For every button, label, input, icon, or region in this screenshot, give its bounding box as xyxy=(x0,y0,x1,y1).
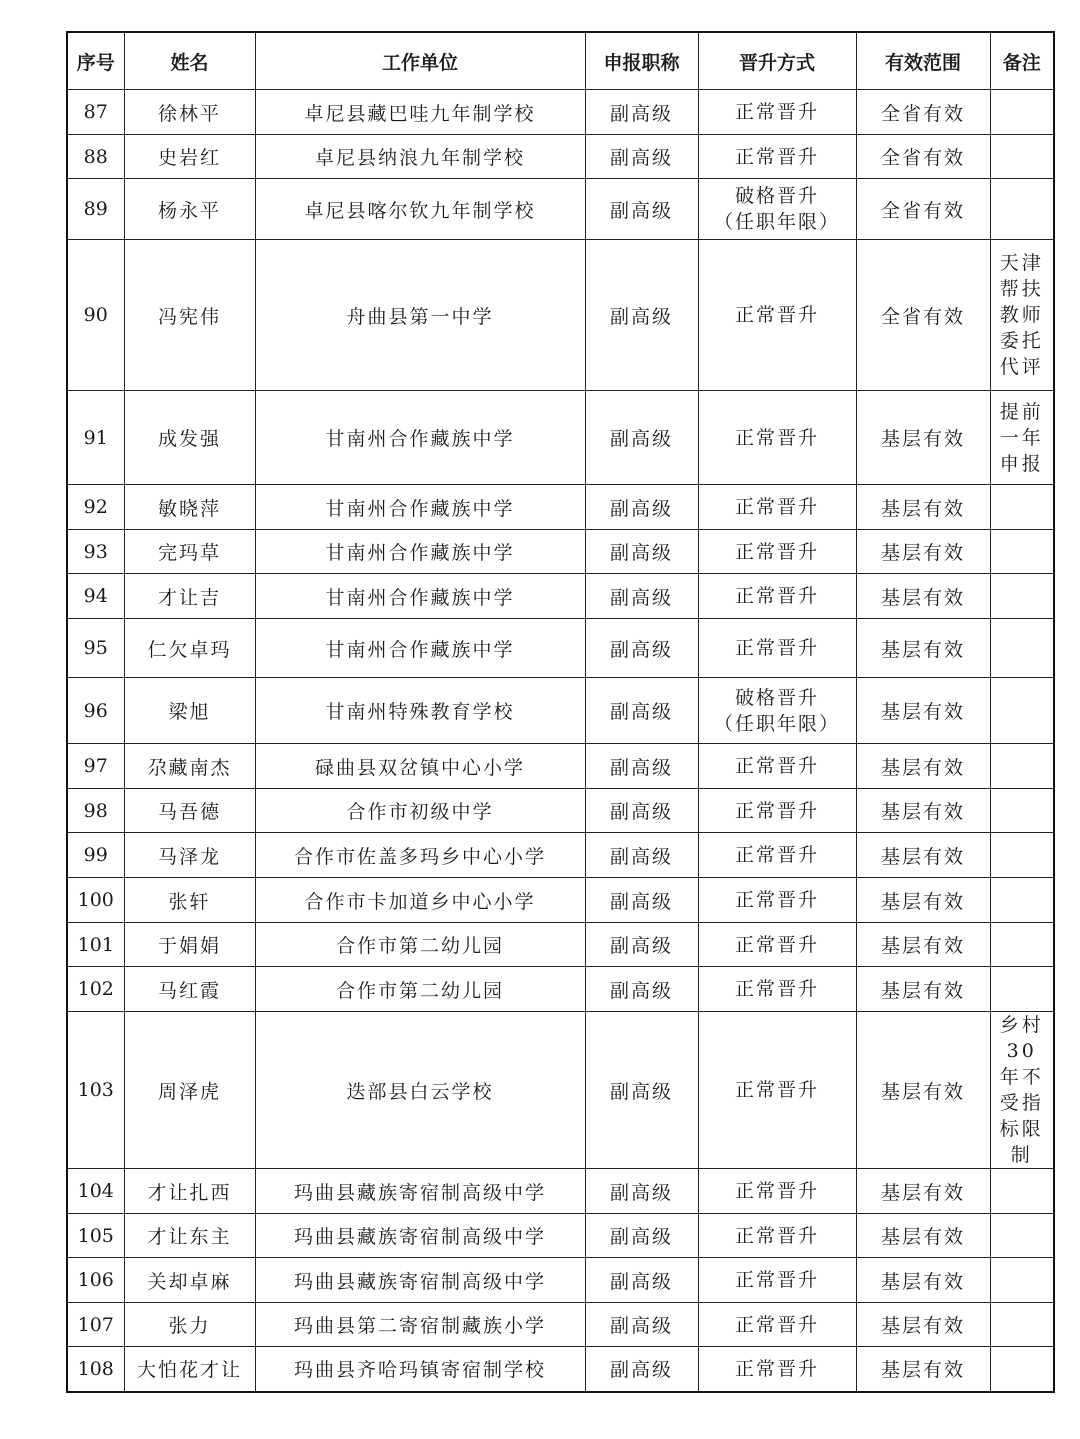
cell-name: 才让扎西 xyxy=(124,1169,255,1214)
cell-title: 副高级 xyxy=(585,789,698,833)
cell-mode xyxy=(698,574,856,619)
cell-note xyxy=(990,619,1054,678)
cell-note xyxy=(990,789,1054,833)
header-name: 姓名 xyxy=(124,32,255,90)
cell-seq: 103 xyxy=(67,1012,124,1169)
cell-mode xyxy=(698,1347,856,1392)
cell-mode xyxy=(698,240,856,391)
promotion-mode-line: 正常晋升 xyxy=(734,844,819,866)
promotion-mode-line: 正常晋升 xyxy=(734,637,819,659)
cell-scope: 全省有效 xyxy=(856,240,990,391)
cell-unit: 甘南州合作藏族中学 xyxy=(255,530,585,574)
cell-scope: 基层有效 xyxy=(856,574,990,619)
cell-name: 关却卓麻 xyxy=(124,1258,255,1303)
note-text: 提前一年申报 xyxy=(999,400,1044,475)
cell-name: 张轩 xyxy=(124,878,255,923)
promotion-mode-line: （任职年限） xyxy=(713,712,840,735)
cell-name: 才让吉 xyxy=(124,574,255,619)
cell-mode xyxy=(698,391,856,485)
cell-scope: 基层有效 xyxy=(856,678,990,744)
promotion-mode-line: （任职年限） xyxy=(713,211,840,233)
cell-unit: 碌曲县双岔镇中心小学 xyxy=(255,744,585,789)
cell-mode xyxy=(698,789,856,833)
cell-scope: 基层有效 xyxy=(856,967,990,1012)
cell-unit: 玛曲县齐哈玛镇寄宿制学校 xyxy=(255,1347,585,1392)
table-body xyxy=(67,90,1054,1392)
cell-unit: 甘南州合作藏族中学 xyxy=(255,391,585,485)
cell-seq: 91 xyxy=(67,391,124,485)
promotion-mode-line: 正常晋升 xyxy=(734,1224,819,1247)
cell-unit: 迭部县白云学校 xyxy=(255,1012,585,1169)
cell-unit: 合作市第二幼儿园 xyxy=(255,967,585,1012)
cell-mode xyxy=(698,530,856,574)
cell-name: 徐林平 xyxy=(124,90,255,135)
cell-note xyxy=(990,833,1054,878)
cell-title: 副高级 xyxy=(585,1169,698,1214)
cell-scope: 全省有效 xyxy=(856,90,990,135)
cell-title: 副高级 xyxy=(585,744,698,789)
header-title: 申报职称 xyxy=(585,32,698,90)
cell-mode xyxy=(698,619,856,678)
promotion-mode-line: 正常晋升 xyxy=(734,799,819,822)
promotion-mode-line: 正常晋升 xyxy=(734,1079,819,1101)
promotion-mode-line: 正常晋升 xyxy=(734,304,819,326)
promotion-mode-line: 正常晋升 xyxy=(734,1313,819,1336)
cell-seq: 108 xyxy=(67,1347,124,1392)
promotion-mode-line: 正常晋升 xyxy=(734,101,819,123)
cell-seq: 92 xyxy=(67,485,124,530)
cell-seq: 97 xyxy=(67,744,124,789)
promotion-mode-line: 正常晋升 xyxy=(734,1357,819,1380)
cell-scope: 基层有效 xyxy=(856,1303,990,1347)
header-mode: 晋升方式 xyxy=(698,32,856,90)
table-row xyxy=(67,619,1054,678)
table-row xyxy=(67,135,1054,179)
promotion-mode-line: 正常晋升 xyxy=(734,755,819,777)
table-row xyxy=(67,923,1054,967)
cell-seq: 106 xyxy=(67,1258,124,1303)
cell-seq: 102 xyxy=(67,967,124,1012)
promotion-mode-line: 正常晋升 xyxy=(734,889,819,911)
cell-mode xyxy=(698,135,856,179)
cell-unit: 卓尼县纳浪九年制学校 xyxy=(255,135,585,179)
cell-title: 副高级 xyxy=(585,135,698,179)
table-row xyxy=(67,179,1054,240)
cell-unit: 甘南州特殊教育学校 xyxy=(255,678,585,744)
cell-unit: 卓尼县喀尔钦九年制学校 xyxy=(255,179,585,240)
cell-note xyxy=(990,485,1054,530)
table-row xyxy=(67,789,1054,833)
cell-unit: 舟曲县第一中学 xyxy=(255,240,585,391)
cell-title: 副高级 xyxy=(585,1258,698,1303)
table-row xyxy=(67,485,1054,530)
cell-name: 完玛草 xyxy=(124,530,255,574)
cell-note xyxy=(990,90,1054,135)
header-scope: 有效范围 xyxy=(856,32,990,90)
table-row xyxy=(67,530,1054,574)
cell-name: 才让东主 xyxy=(124,1214,255,1258)
cell-mode xyxy=(698,179,856,240)
promotion-mode-line: 正常晋升 xyxy=(734,1180,819,1202)
cell-mode xyxy=(698,967,856,1012)
cell-name: 于娟娟 xyxy=(124,923,255,967)
cell-title: 副高级 xyxy=(585,1303,698,1347)
cell-name: 马泽龙 xyxy=(124,833,255,878)
cell-mode xyxy=(698,90,856,135)
cell-mode xyxy=(698,744,856,789)
cell-unit: 玛曲县第二寄宿制藏族小学 xyxy=(255,1303,585,1347)
cell-mode xyxy=(698,878,856,923)
cell-note xyxy=(990,1169,1054,1214)
cell-mode xyxy=(698,923,856,967)
cell-mode xyxy=(698,1169,856,1214)
cell-scope: 基层有效 xyxy=(856,1347,990,1392)
table-row xyxy=(67,574,1054,619)
cell-seq: 100 xyxy=(67,878,124,923)
cell-seq: 90 xyxy=(67,240,124,391)
cell-title: 副高级 xyxy=(585,1347,698,1392)
cell-name: 周泽虎 xyxy=(124,1012,255,1169)
table-row xyxy=(67,1347,1054,1392)
promotion-mode-line: 破格晋升 xyxy=(734,686,819,709)
cell-unit: 玛曲县藏族寄宿制高级中学 xyxy=(255,1214,585,1258)
cell-note xyxy=(990,744,1054,789)
cell-name: 史岩红 xyxy=(124,135,255,179)
cell-note xyxy=(990,530,1054,574)
table-row xyxy=(67,1214,1054,1258)
cell-unit: 卓尼县藏巴哇九年制学校 xyxy=(255,90,585,135)
cell-scope: 基层有效 xyxy=(856,1214,990,1258)
cell-unit: 玛曲县藏族寄宿制高级中学 xyxy=(255,1258,585,1303)
table-row xyxy=(67,967,1054,1012)
cell-title: 副高级 xyxy=(585,240,698,391)
cell-seq: 96 xyxy=(67,678,124,744)
header-unit: 工作单位 xyxy=(255,32,585,90)
cell-unit: 甘南州合作藏族中学 xyxy=(255,574,585,619)
cell-seq: 88 xyxy=(67,135,124,179)
cell-seq: 105 xyxy=(67,1214,124,1258)
cell-name: 杨永平 xyxy=(124,179,255,240)
cell-note xyxy=(990,678,1054,744)
cell-note xyxy=(990,1258,1054,1303)
cell-unit: 甘南州合作藏族中学 xyxy=(255,619,585,678)
cell-scope: 基层有效 xyxy=(856,485,990,530)
cell-name: 梁旭 xyxy=(124,678,255,744)
promotion-mode-line: 正常晋升 xyxy=(734,585,819,607)
cell-unit: 合作市初级中学 xyxy=(255,789,585,833)
cell-scope: 基层有效 xyxy=(856,833,990,878)
cell-name: 冯宪伟 xyxy=(124,240,255,391)
table-row xyxy=(67,1169,1054,1214)
promotion-mode-line: 正常晋升 xyxy=(734,426,819,449)
cell-name: 马吾德 xyxy=(124,789,255,833)
table-row xyxy=(67,1258,1054,1303)
cell-seq: 107 xyxy=(67,1303,124,1347)
cell-note xyxy=(990,135,1054,179)
cell-mode xyxy=(698,1012,856,1169)
cell-title: 副高级 xyxy=(585,574,698,619)
cell-seq: 98 xyxy=(67,789,124,833)
cell-note xyxy=(990,923,1054,967)
promotion-mode-line: 正常晋升 xyxy=(734,496,819,518)
table-row xyxy=(67,391,1054,485)
cell-seq: 101 xyxy=(67,923,124,967)
cell-unit: 合作市卡加道乡中心小学 xyxy=(255,878,585,923)
cell-note xyxy=(990,1214,1054,1258)
cell-title: 副高级 xyxy=(585,391,698,485)
cell-seq: 89 xyxy=(67,179,124,240)
cell-title: 副高级 xyxy=(585,90,698,135)
cell-seq: 93 xyxy=(67,530,124,574)
cell-scope: 全省有效 xyxy=(856,135,990,179)
table-row xyxy=(67,1012,1054,1169)
teacher-promotion-table xyxy=(66,31,1055,1393)
cell-note xyxy=(990,391,1054,485)
cell-note xyxy=(990,967,1054,1012)
cell-scope: 基层有效 xyxy=(856,923,990,967)
cell-note xyxy=(990,878,1054,923)
cell-title: 副高级 xyxy=(585,833,698,878)
note-text: 乡村30年不受指标限制 xyxy=(999,1014,1044,1166)
cell-seq: 99 xyxy=(67,833,124,878)
promotion-mode-line: 正常晋升 xyxy=(734,145,819,168)
cell-seq: 104 xyxy=(67,1169,124,1214)
note-text: 天津帮扶教师委托代评 xyxy=(999,252,1044,378)
cell-scope: 基层有效 xyxy=(856,878,990,923)
cell-note xyxy=(990,1012,1054,1169)
cell-scope: 基层有效 xyxy=(856,789,990,833)
promotion-mode-line: 正常晋升 xyxy=(734,933,819,956)
cell-mode xyxy=(698,1303,856,1347)
cell-name: 成发强 xyxy=(124,391,255,485)
cell-scope: 基层有效 xyxy=(856,1258,990,1303)
cell-title: 副高级 xyxy=(585,619,698,678)
promotion-mode-line: 正常晋升 xyxy=(734,540,819,563)
cell-title: 副高级 xyxy=(585,530,698,574)
promotion-mode-line: 破格晋升 xyxy=(734,185,819,207)
cell-note xyxy=(990,179,1054,240)
cell-note xyxy=(990,1347,1054,1392)
header-seq: 序号 xyxy=(67,32,124,90)
cell-title: 副高级 xyxy=(585,179,698,240)
cell-scope: 基层有效 xyxy=(856,530,990,574)
table-row xyxy=(67,833,1054,878)
table-row xyxy=(67,878,1054,923)
cell-scope: 全省有效 xyxy=(856,179,990,240)
cell-unit: 合作市佐盖多玛乡中心小学 xyxy=(255,833,585,878)
header-note: 备注 xyxy=(990,32,1054,90)
cell-name: 张力 xyxy=(124,1303,255,1347)
cell-title: 副高级 xyxy=(585,878,698,923)
cell-note xyxy=(990,1303,1054,1347)
table-header-row xyxy=(67,32,1054,90)
table-row xyxy=(67,1303,1054,1347)
cell-title: 副高级 xyxy=(585,923,698,967)
cell-title: 副高级 xyxy=(585,1214,698,1258)
table-row xyxy=(67,90,1054,135)
table-row xyxy=(67,240,1054,391)
cell-mode xyxy=(698,485,856,530)
promotion-mode-line: 正常晋升 xyxy=(734,978,819,1000)
cell-note xyxy=(990,240,1054,391)
cell-unit: 玛曲县藏族寄宿制高级中学 xyxy=(255,1169,585,1214)
cell-scope: 基层有效 xyxy=(856,1169,990,1214)
cell-mode xyxy=(698,833,856,878)
cell-title: 副高级 xyxy=(585,1012,698,1169)
cell-title: 副高级 xyxy=(585,967,698,1012)
cell-name: 敏晓萍 xyxy=(124,485,255,530)
cell-seq: 87 xyxy=(67,90,124,135)
cell-title: 副高级 xyxy=(585,485,698,530)
cell-scope: 基层有效 xyxy=(856,619,990,678)
cell-name: 尕藏南杰 xyxy=(124,744,255,789)
cell-scope: 基层有效 xyxy=(856,744,990,789)
cell-name: 大怕花才让 xyxy=(124,1347,255,1392)
cell-name: 仁欠卓玛 xyxy=(124,619,255,678)
cell-mode xyxy=(698,678,856,744)
table-row xyxy=(67,744,1054,789)
cell-title: 副高级 xyxy=(585,678,698,744)
cell-seq: 94 xyxy=(67,574,124,619)
cell-unit: 合作市第二幼儿园 xyxy=(255,923,585,967)
table-row xyxy=(67,678,1054,744)
cell-name: 马红霞 xyxy=(124,967,255,1012)
cell-mode xyxy=(698,1214,856,1258)
promotion-mode-line: 正常晋升 xyxy=(734,1269,819,1291)
cell-scope: 基层有效 xyxy=(856,1012,990,1169)
cell-unit: 甘南州合作藏族中学 xyxy=(255,485,585,530)
cell-seq: 95 xyxy=(67,619,124,678)
cell-scope: 基层有效 xyxy=(856,391,990,485)
cell-note xyxy=(990,574,1054,619)
cell-mode xyxy=(698,1258,856,1303)
